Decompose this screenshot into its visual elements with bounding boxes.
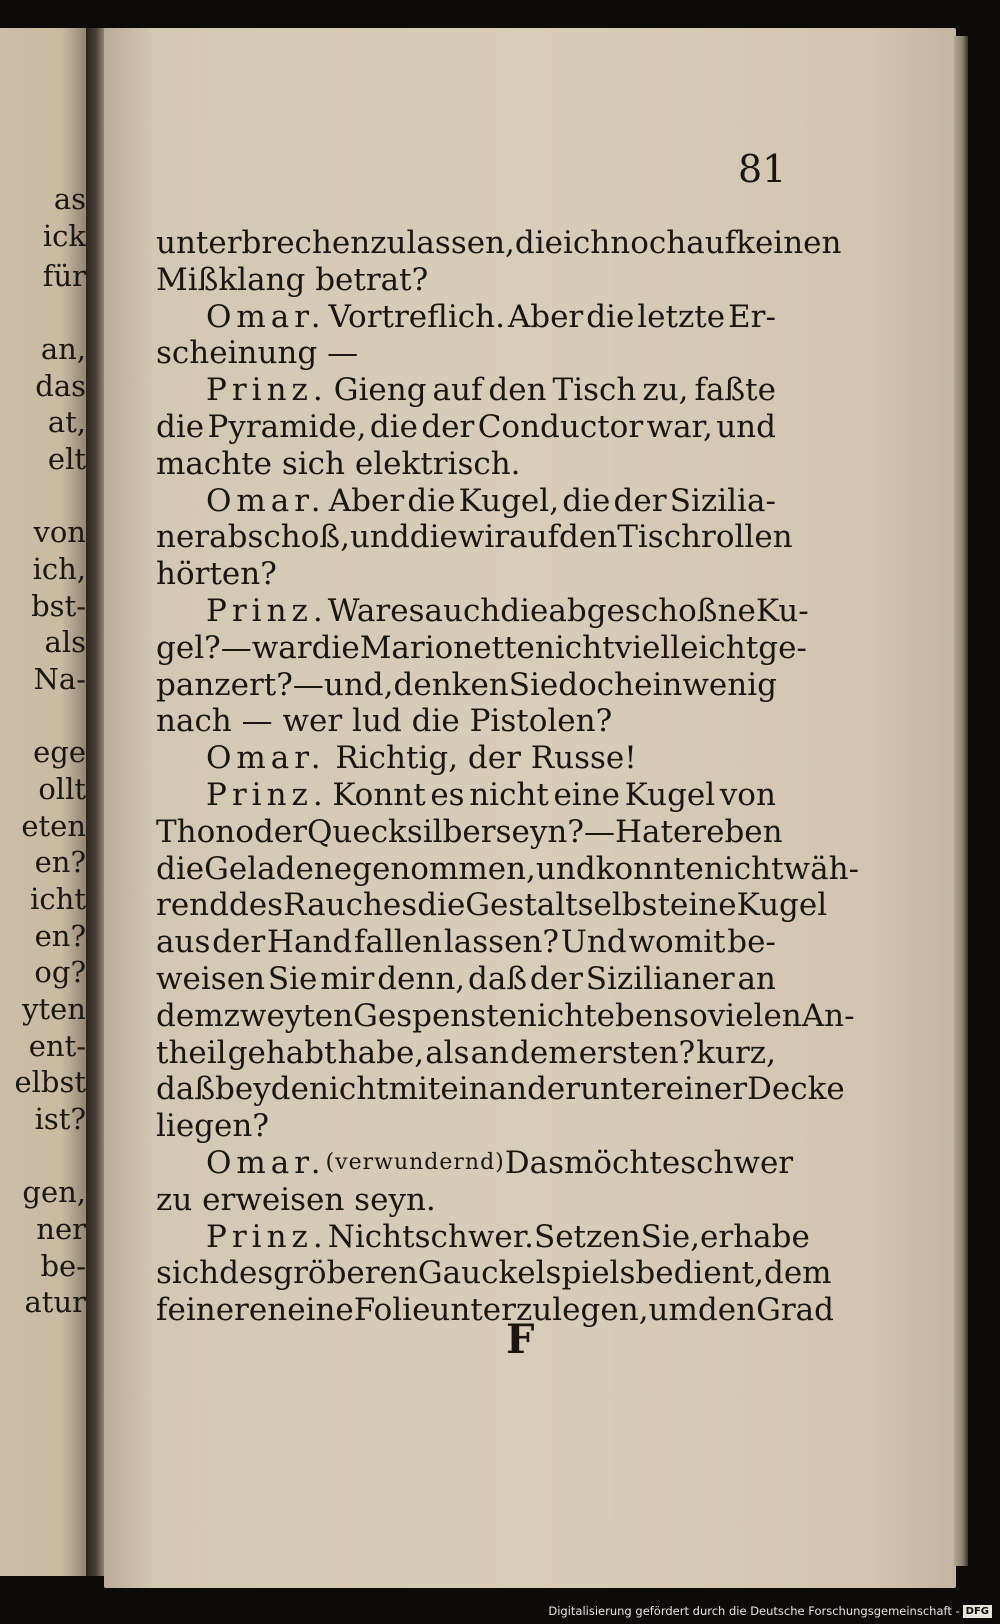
word: rollen (701, 519, 793, 556)
left-page-text-fragment: ick (42, 219, 86, 253)
word: einer (665, 1071, 748, 1108)
word: ein (634, 666, 683, 703)
left-page-text-fragment: gen, (22, 1175, 86, 1209)
left-page-text-fragment: ich, (32, 552, 86, 586)
word: beyde (215, 1071, 309, 1108)
left-page-text-fragment: atur (24, 1285, 86, 1319)
word: Tisch (552, 372, 637, 409)
page-text (156, 225, 860, 1329)
text-line (156, 924, 776, 961)
speech-line (156, 1144, 794, 1182)
word: als (425, 1034, 470, 1071)
word: womit (628, 924, 726, 961)
word: nicht (469, 776, 549, 813)
speech-line (156, 372, 776, 409)
word: nicht (516, 997, 597, 1034)
word: abgeschoßne (548, 592, 756, 629)
word: ge- (758, 629, 807, 666)
left-page-text-fragment: ollt (38, 772, 86, 806)
text-line (156, 850, 860, 888)
speaker-name: Omar. (206, 740, 326, 777)
speaker-name: Omar. (206, 1144, 326, 1181)
word: die (156, 850, 205, 887)
word: schwer. (414, 1218, 534, 1255)
word: Gauckelspiels (417, 1255, 636, 1292)
left-page-text-fragment: eten (21, 809, 86, 843)
speaker-name: Prinz. (206, 776, 328, 813)
left-page-text-fragment: an, (40, 332, 86, 366)
word: eine (287, 1292, 354, 1329)
word: nicht (308, 1071, 389, 1108)
word: die (500, 592, 549, 629)
word: Sizilia- (669, 482, 776, 519)
text-line (156, 961, 776, 998)
word: bedient, (635, 1255, 764, 1292)
text-line: nach — wer lud die Pistolen? (156, 703, 613, 740)
word: an (470, 1034, 510, 1071)
word: so (673, 997, 708, 1034)
word: des (219, 1255, 274, 1292)
word: gehabt (227, 1034, 337, 1071)
word: von (719, 776, 776, 813)
word: Kugel (736, 887, 828, 924)
text-line (156, 409, 776, 446)
word: Conductor (477, 408, 644, 445)
speaker-name: Prinz. (206, 1218, 328, 1255)
word: vielleicht (614, 629, 759, 666)
word: Thon (156, 813, 236, 850)
word: lassen? (443, 924, 560, 961)
word: oder (235, 813, 307, 850)
speaker-name: Prinz. (206, 592, 328, 629)
word: Konnt (332, 776, 426, 813)
word: eine (670, 887, 737, 924)
word: auch (424, 592, 501, 629)
word: um (648, 1292, 698, 1329)
word: es (430, 776, 465, 813)
word: und, (323, 666, 394, 703)
word: lassen, (406, 225, 515, 261)
word: Sie, (640, 1218, 701, 1255)
word: Hand (266, 924, 353, 961)
text-line: scheinung — (156, 335, 359, 372)
left-page-text-fragment: ist? (34, 1102, 86, 1136)
left-page-text-fragment: ner (36, 1212, 86, 1246)
word: — (292, 666, 324, 703)
word: Rauches (283, 887, 418, 924)
left-page-text-fragment: als (44, 625, 86, 659)
word: wir (457, 519, 510, 556)
word: unterbrechen (156, 225, 371, 261)
left-page-text-fragment: ege (33, 735, 86, 769)
speech-text: Richtig, der Russe! (325, 740, 637, 777)
word: gel? (156, 629, 221, 666)
word: feineren (156, 1292, 288, 1329)
word: weisen (156, 960, 266, 997)
word: wäh- (783, 850, 860, 887)
word: die (514, 225, 564, 261)
left-page-text-fragment: at, (47, 405, 86, 439)
word: daß (156, 1071, 216, 1108)
text-line (156, 629, 807, 667)
word: auf (686, 225, 737, 261)
word: denken (393, 666, 509, 703)
word: und (535, 850, 596, 887)
word: zu (370, 225, 407, 261)
speech-line (156, 483, 776, 520)
word: den (488, 372, 547, 409)
word: Aber (507, 298, 584, 335)
word: daß (468, 960, 528, 997)
speech-line (156, 299, 776, 336)
word: unter (580, 1071, 666, 1108)
word: Ku- (755, 592, 809, 629)
word: Gestalt (465, 887, 578, 924)
word: Aber (328, 482, 405, 519)
word: War (327, 592, 391, 629)
word: schwer (680, 1144, 794, 1181)
speech-line (156, 740, 776, 777)
text-line (156, 667, 776, 704)
word: genommen, (352, 850, 536, 887)
text-line: liegen? (156, 1108, 269, 1145)
speaker-name: Omar. (206, 482, 326, 519)
word: war, (646, 408, 713, 445)
word: kurz, (696, 1034, 776, 1071)
word: Pyramide, (207, 408, 367, 445)
word: — (583, 813, 615, 850)
word: Gieng (333, 372, 427, 409)
speech-line (156, 1218, 810, 1256)
word: seyn? (495, 813, 584, 850)
word: zweyten (223, 997, 354, 1034)
word: und (349, 519, 410, 556)
word: Sie (267, 960, 318, 997)
text-line: Mißklang betrat? (156, 261, 429, 298)
word: gröberen (273, 1255, 418, 1292)
page-number: 81 (738, 147, 787, 191)
left-page-text-fragment: icht (30, 882, 86, 916)
word: Tisch (617, 519, 702, 556)
speaker-name: Prinz. (206, 372, 328, 409)
word: Sizilianer (585, 960, 735, 997)
word: panzert? (156, 666, 293, 703)
word: die (409, 519, 458, 556)
text-line (156, 519, 793, 556)
word: dem (156, 997, 224, 1034)
word: die (562, 482, 611, 519)
text-line (156, 1035, 776, 1072)
word: ner (156, 519, 210, 556)
word: ersten? (578, 1034, 696, 1071)
word: abschoß, (209, 519, 350, 556)
word: auf (509, 519, 560, 556)
word: selbst (577, 887, 671, 924)
left-page-text-fragment: elt (47, 442, 86, 476)
word: sich (156, 1255, 220, 1292)
word: be- (727, 924, 776, 961)
word: die (311, 629, 360, 666)
left-page-text-fragment: be- (40, 1249, 86, 1283)
word: — (220, 629, 252, 666)
word: der (529, 960, 583, 997)
word: Das (504, 1144, 564, 1181)
word: fallen (354, 924, 443, 961)
word: des (228, 887, 284, 924)
word: Kugel, (458, 482, 560, 519)
word: die (407, 482, 456, 519)
word: denn, (377, 960, 466, 997)
book-gutter (86, 28, 106, 1576)
page-edge (954, 36, 968, 1566)
word: Vortreflich. (328, 298, 505, 335)
word: die (586, 298, 635, 335)
word: theil (156, 1034, 227, 1071)
text-line (156, 225, 842, 262)
word: An- (801, 997, 855, 1034)
word: miteinander (388, 1071, 581, 1108)
left-page-fragment (0, 28, 88, 1576)
text-line (156, 887, 828, 924)
speech-line (156, 592, 809, 630)
left-page-text-fragment: bst- (31, 589, 86, 623)
word: Grad (756, 1292, 834, 1329)
word: Marionette (359, 629, 535, 666)
word: Kugel (624, 776, 716, 813)
digitization-credit (548, 1604, 992, 1618)
left-page-text-fragment: für (42, 259, 86, 293)
left-page-text-fragment: og? (34, 955, 86, 989)
word: Quecksilber (306, 813, 496, 850)
word: Setzen (533, 1218, 641, 1255)
word: ich (563, 225, 611, 261)
word: nicht (703, 850, 784, 887)
signature-mark: F (506, 1316, 535, 1363)
word: Und (560, 924, 627, 961)
left-page-text-fragment: as (53, 182, 86, 216)
dfg-logo: DFG (963, 1605, 992, 1618)
word: habe (733, 1218, 810, 1255)
word: aus (156, 924, 211, 961)
word: der (212, 924, 266, 961)
word: die (156, 408, 205, 445)
word: es (390, 592, 425, 629)
text-line (156, 997, 855, 1035)
word: konnte (595, 850, 704, 887)
word: dem (763, 1255, 832, 1292)
word: doch (558, 666, 635, 703)
word: auf (432, 372, 483, 409)
left-page-text-fragment: elbst (14, 1065, 86, 1099)
word: noch (610, 225, 687, 261)
word: den (559, 519, 618, 556)
word: eben (706, 813, 783, 850)
left-page-text-fragment: das (35, 369, 86, 403)
word: den (697, 1292, 757, 1329)
left-page-text-fragment: en? (34, 845, 86, 879)
left-page-text-fragment: yten (22, 992, 86, 1026)
word: die (417, 887, 466, 924)
word: der (421, 408, 475, 445)
word: Er- (728, 298, 776, 335)
word: an (737, 960, 776, 997)
word: Sie (508, 666, 559, 703)
word: war (251, 629, 312, 666)
stage-direction: (verwundernd) (325, 1149, 505, 1175)
left-page-text-fragment: ent- (28, 1029, 86, 1063)
text-line (156, 1292, 834, 1329)
left-page-text-fragment: von (33, 515, 86, 549)
word: letzte (637, 298, 726, 335)
word: und (716, 408, 776, 445)
word: eben (596, 997, 674, 1034)
word: die (369, 408, 418, 445)
text-line: zu erweisen seyn. (156, 1181, 436, 1218)
word: Decke (747, 1071, 845, 1108)
word: faßte (694, 372, 776, 409)
word: keinen (736, 225, 842, 261)
text-line (156, 1255, 832, 1292)
left-page-text-fragment: Na- (33, 662, 86, 696)
text-line (156, 1071, 845, 1108)
word: der (613, 482, 667, 519)
word: er (672, 813, 707, 850)
word: Hat (614, 813, 673, 850)
word: Gespenste (353, 997, 517, 1034)
word: mir (320, 960, 375, 997)
word: rend (156, 887, 229, 924)
word: dem (510, 1034, 578, 1071)
word: unterzulegen, (430, 1292, 649, 1329)
text-line: machte sich elektrisch. (156, 445, 521, 482)
word: zu, (642, 372, 689, 409)
word: Geladene (204, 850, 353, 887)
word: vielen (707, 997, 802, 1034)
word: habe, (337, 1034, 425, 1071)
text-line: hörten? (156, 556, 277, 593)
word: eine (553, 776, 621, 813)
word: Folie (353, 1292, 431, 1329)
word: er (700, 1218, 734, 1255)
credit-text: Digitalisierung gefördert durch die Deutsche Forschungsgemeinschaft - (548, 1604, 960, 1618)
word: wenig (682, 666, 777, 703)
speaker-name: Omar. (206, 298, 326, 335)
word: nicht (534, 629, 615, 666)
word: möchte (563, 1144, 681, 1181)
word: Nicht (327, 1218, 415, 1255)
left-page-text-fragment: en? (34, 919, 86, 953)
text-line (156, 813, 783, 851)
speech-line (156, 777, 776, 814)
